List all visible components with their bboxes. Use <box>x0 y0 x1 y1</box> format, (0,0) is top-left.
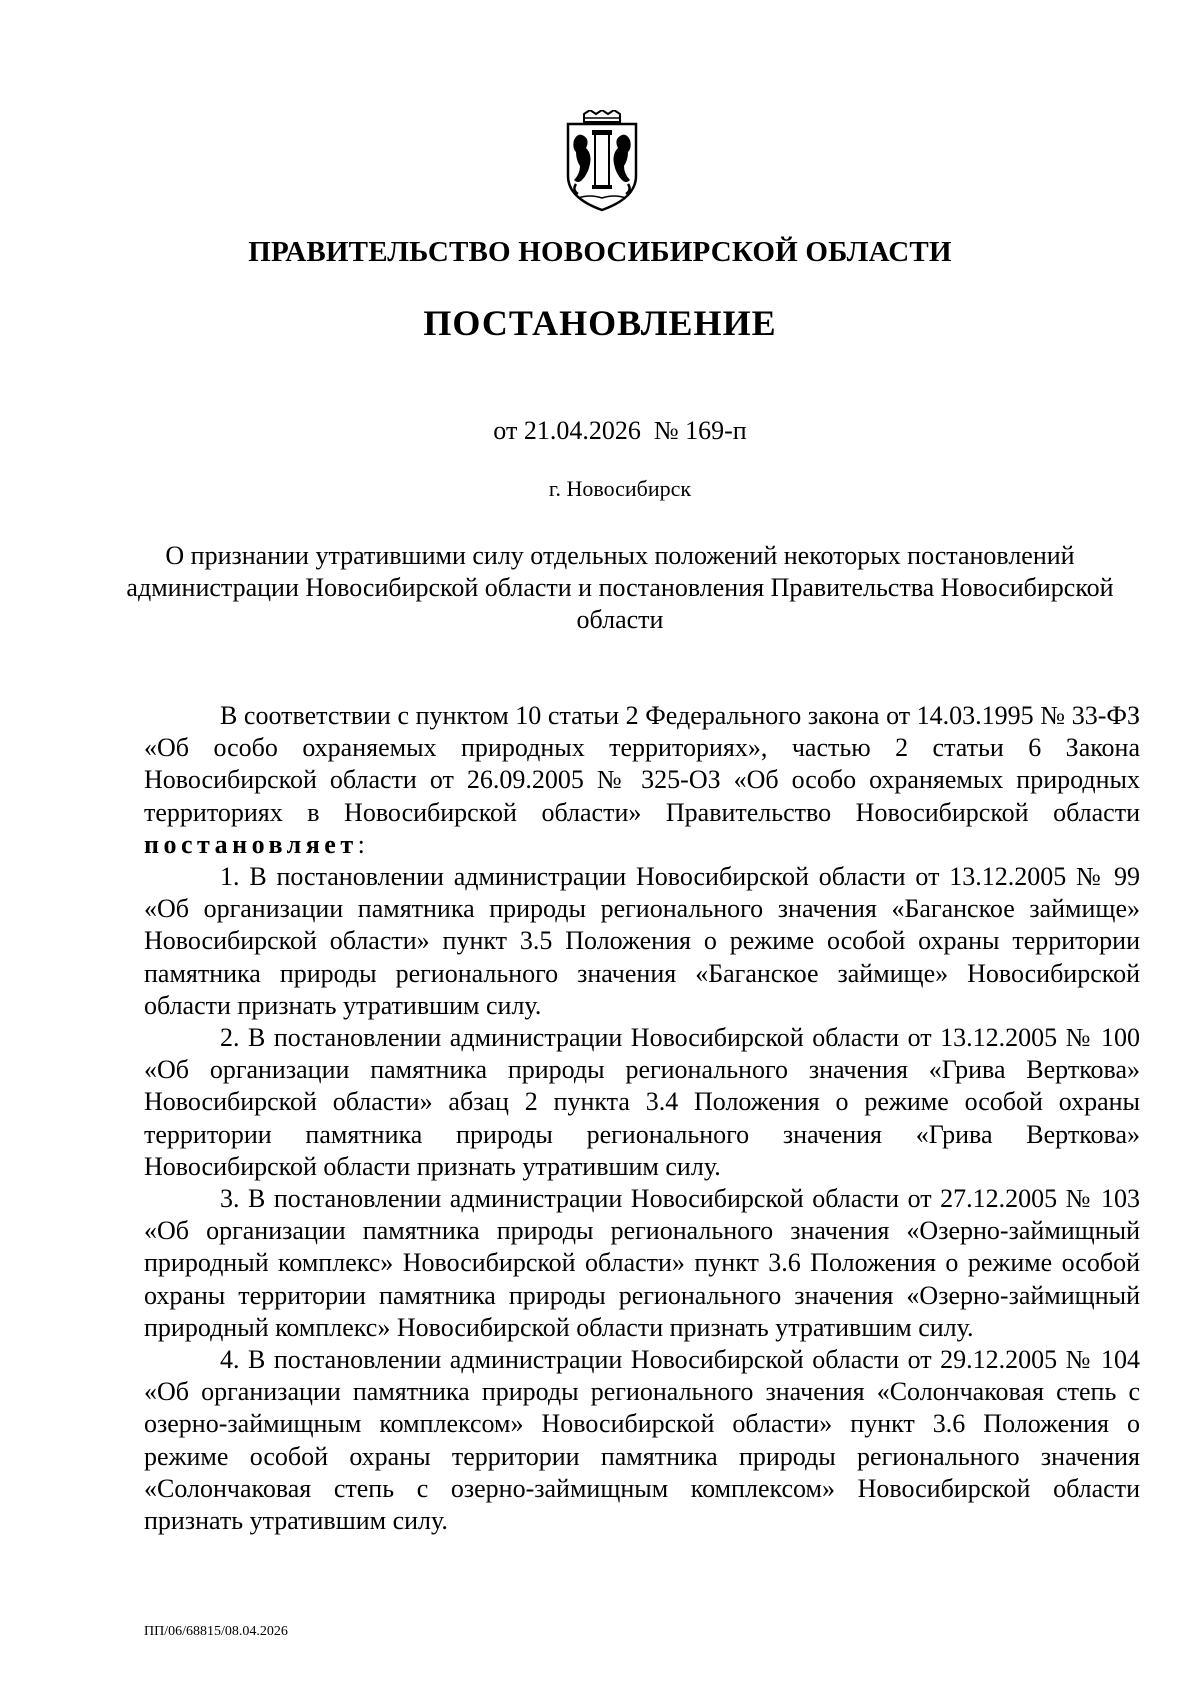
item-paragraph-3: 3. В постановлении администрации Новосибирской области от 27.12.2005 № 103 «Об организации памятника природы регионального значения «Озерно-займищный природный комплекс» Новосибирской области» пункт 3.6 Положения о режиме особой охраны территории памятника природы регионального значения «Озерно-займищный природный комплекс» Новосибирской области признать утратившим силу. <box>144 1184 1140 1342</box>
preamble-colon: : <box>357 829 365 859</box>
preamble-paragraph <box>144 700 1140 861</box>
coat-of-arms-icon <box>562 110 642 212</box>
preamble-keyword: постановляет <box>144 829 358 859</box>
document-body <box>144 700 1140 1537</box>
item-paragraph-4: 4. В постановлении администрации Новосибирской области от 29.12.2005 № 104 «Об организации памятника природы регионального значения «Солончаковая степь с озерно-займищным комплексом» Новосибирской области» пункт 3.6 Положения о режиме особой охраны территории памятника природы регионального значения «Солончаковая степь с озерно-займищным комплексом» Новосибирской области признать утратившим силу. <box>144 1345 1140 1536</box>
city-line: г. Новосибирск <box>548 476 692 501</box>
footer-doc-code: ПП/06/68815/08.04.2026 <box>144 1624 288 1639</box>
document-title: О признании утратившими силу отдельных положений некоторых постановлений администрации Новосибирской области и постановления Правительства Новосибирской области <box>126 541 1114 634</box>
organization-name: ПРАВИТЕЛЬСТВО НОВОСИБИРСКОЙ ОБЛАСТИ <box>248 236 952 268</box>
item-paragraph-1: 1. В постановлении администрации Новосибирской области от 13.12.2005 № 99 «Об организации памятника природы регионального значения «Баганское займище» Новосибирской области» пункт 3.5 Положения о режиме особой охраны территории памятника природы регионального значения «Баганское займище» Новосибирской области признать утратившим силу. <box>144 862 1140 1020</box>
preamble-text: В соответствии с пунктом 10 статьи 2 Федерального закона от 14.03.1995 № 33-ФЗ «Об особо охраняемых природных территориях», частью 2 статьи 6 Закона Новосибирской области от 26.09.2005 № 325-ОЗ «Об особо охраняемых природных территориях в Новосибирской области» Правительство Новосибирской области <box>144 701 1140 827</box>
date-number-line: от 21.04.2026 № 169-п <box>493 416 747 445</box>
item-paragraph-2: 2. В постановлении администрации Новосибирской области от 13.12.2005 № 100 «Об организации памятника природы регионального значения «Грива Верткова» Новосибирской области» абзац 2 пункта 3.4 Положения о режиме особой охраны территории памятника природы регионального значения «Грива Верткова» Новосибирской области признать утратившим силу. <box>144 1023 1140 1181</box>
document-type: ПОСТАНОВЛЕНИЕ <box>423 303 777 343</box>
